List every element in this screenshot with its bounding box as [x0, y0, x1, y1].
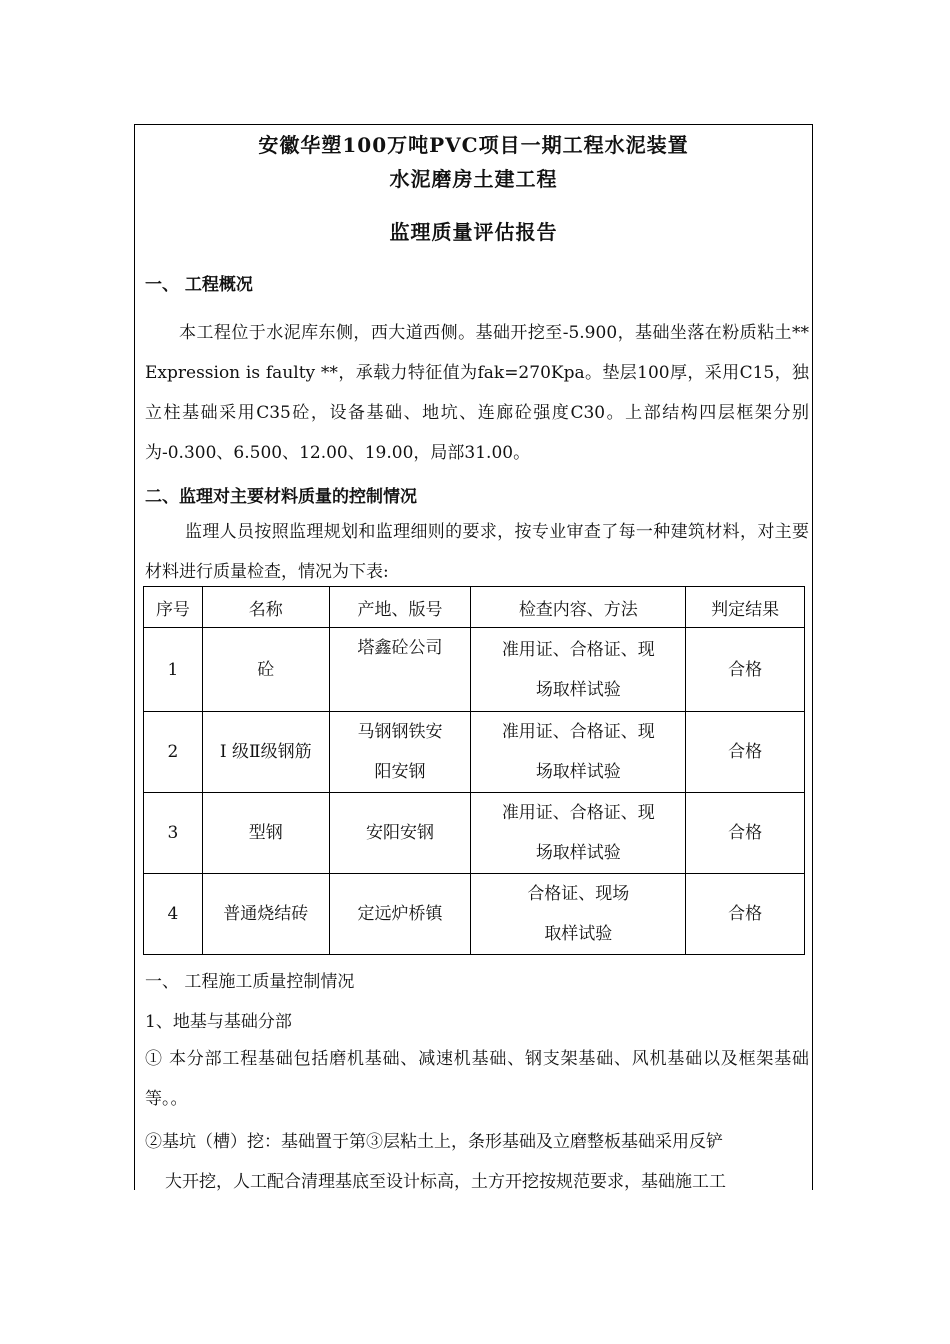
header-origin: 产地、版号	[329, 587, 471, 628]
table-row	[144, 712, 805, 793]
cell-check: 准用证、合格证、现场取样试验	[471, 793, 686, 874]
cell-name: Ⅰ 级Ⅱ级钢筋	[202, 712, 329, 793]
materials-table	[143, 586, 805, 955]
table-row	[144, 628, 805, 712]
report-title-line3: 监理质量评估报告	[389, 220, 558, 244]
header-result: 判定结果	[686, 587, 805, 628]
cell-origin: 定远炉桥镇	[329, 874, 471, 955]
cell-result: 合格	[686, 793, 805, 874]
cell-check: 准用证、合格证、现场取样试验	[471, 628, 686, 712]
cell-result: 合格	[686, 712, 805, 793]
report-title-line2: 水泥磨房土建工程	[389, 167, 558, 191]
cell-origin: 塔鑫砼公司	[329, 628, 471, 712]
table-row	[144, 874, 805, 955]
report-title-line1: 安徽华塑100万吨PVC项目一期工程水泥装置	[258, 133, 689, 157]
section3-heading: 一、 工程施工质量控制情况	[145, 972, 355, 992]
header-name: 名称	[202, 587, 329, 628]
section1-heading: 一、 工程概况	[145, 275, 253, 295]
section2-paragraph: 监理人员按照监理规划和监理细则的要求，按专业审查了每一种建筑材料，对主要材料进行质量检查，情况为下表:	[145, 522, 809, 582]
section3-sub1: 1、地基与基础分部	[145, 1012, 292, 1032]
section3-item2-line2: 大开挖，人工配合清理基底至设计标高，土方开挖按规范要求，基础施工工	[165, 1172, 726, 1192]
cell-name: 砼	[202, 628, 329, 712]
section1-paragraph: 本工程位于水泥库东侧，西大道西侧。基础开挖至-5.900，基础坐落在粉质粘土** Expression is faulty **，承载力特征值为fak=270Kpa。垫层100厚，采用C15，独立柱基础采用C35砼，设备基础、地坑、连廊砼强度C30。上部结构四层框架分别为-0.300、6.500、12.00、19.00，局部31.00。	[145, 323, 809, 463]
report-frame	[134, 124, 813, 1190]
cell-name: 型钢	[202, 793, 329, 874]
cell-no: 1	[144, 628, 203, 712]
cell-no: 2	[144, 712, 203, 793]
cell-origin: 安阳安钢	[329, 793, 471, 874]
section3-item2-line1: ②基坑（槽）挖：基础置于第③层粘土上，条形基础及立磨整板基础采用反铲	[145, 1132, 723, 1152]
section2-heading: 二、监理对主要材料质量的控制情况	[145, 487, 417, 507]
cell-origin: 马钢钢铁安阳安钢	[329, 712, 471, 793]
section3-item1: ① 本分部工程基础包括磨机基础、减速机基础、钢支架基础、风机基础以及框架基础等。。	[145, 1049, 809, 1109]
table-row	[144, 793, 805, 874]
cell-no: 4	[144, 874, 203, 955]
header-no: 序号	[144, 587, 203, 628]
header-check: 检查内容、方法	[471, 587, 686, 628]
cell-check: 合格证、现场取样试验	[471, 874, 686, 955]
cell-result: 合格	[686, 874, 805, 955]
cell-result: 合格	[686, 628, 805, 712]
table-header-row	[144, 587, 805, 628]
cell-name: 普通烧结砖	[202, 874, 329, 955]
cell-no: 3	[144, 793, 203, 874]
cell-check: 准用证、合格证、现场取样试验	[471, 712, 686, 793]
